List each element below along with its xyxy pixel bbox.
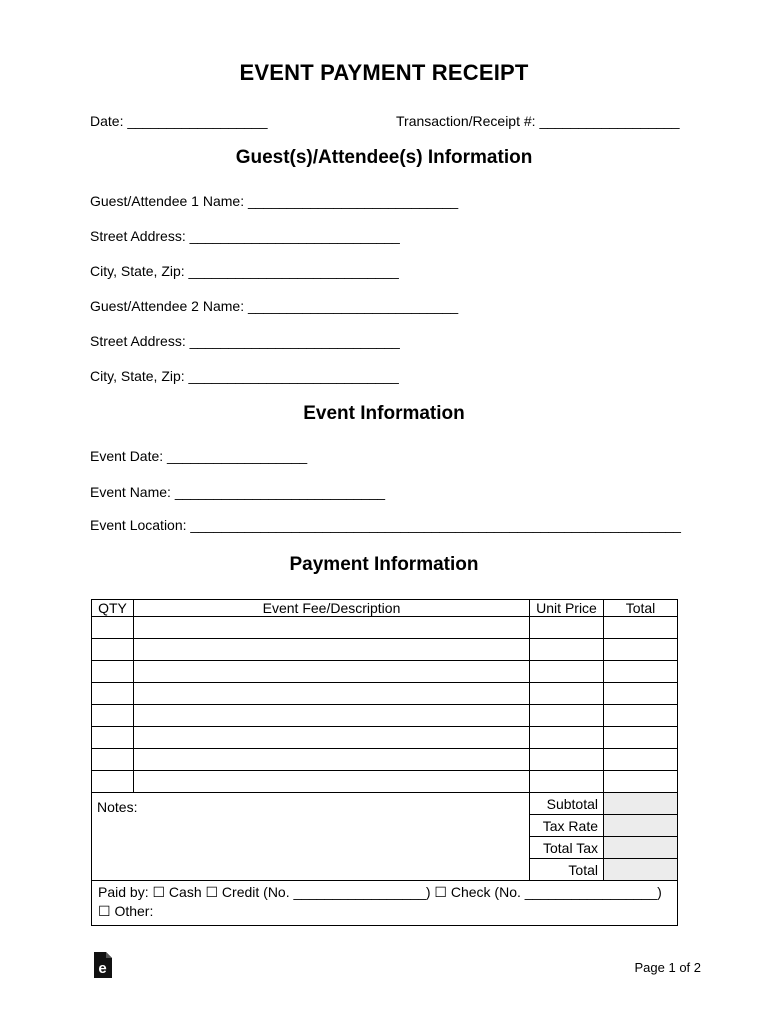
- col-header-unit-price: Unit Price: [530, 600, 604, 617]
- event-name-field[interactable]: Event Name: ___________________________: [90, 484, 386, 500]
- qty-cell[interactable]: [92, 639, 134, 661]
- table-row: [92, 617, 678, 639]
- guest1-city-field[interactable]: City, State, Zip: ___________________________: [90, 263, 399, 279]
- unit-price-cell[interactable]: [530, 683, 604, 705]
- table-row: [92, 705, 678, 727]
- description-cell[interactable]: [134, 771, 530, 793]
- unit-price-cell[interactable]: [530, 771, 604, 793]
- guest-section-heading: Guest(s)/Attendee(s) Information: [235, 147, 533, 168]
- description-cell[interactable]: [134, 639, 530, 661]
- total-cell[interactable]: [604, 749, 678, 771]
- description-cell[interactable]: [134, 617, 530, 639]
- unit-price-cell[interactable]: [530, 661, 604, 683]
- grand-total-value-cell[interactable]: [604, 859, 678, 881]
- date-field[interactable]: Date: __________________: [90, 113, 268, 129]
- guest1-name-field[interactable]: Guest/Attendee 1 Name: ___________________________: [90, 193, 459, 209]
- table-row: [92, 661, 678, 683]
- tax-rate-label: Tax Rate: [530, 815, 604, 837]
- tax-rate-value-cell[interactable]: [604, 815, 678, 837]
- paid-by-options[interactable]: Paid by: ☐ Cash ☐ Credit (No. _________________) ☐ Check (No. _________________): [98, 884, 662, 900]
- payment-table: [91, 599, 678, 926]
- grand-total-label: Total: [530, 859, 604, 881]
- total-tax-value-cell[interactable]: [604, 837, 678, 859]
- subtotal-value-cell[interactable]: [604, 793, 678, 815]
- total-cell[interactable]: [604, 617, 678, 639]
- table-row: [92, 771, 678, 793]
- total-cell[interactable]: [604, 771, 678, 793]
- description-cell[interactable]: [134, 705, 530, 727]
- qty-cell[interactable]: [92, 683, 134, 705]
- col-header-total: Total: [604, 600, 678, 617]
- logo-letter: e: [98, 960, 107, 977]
- total-cell[interactable]: [604, 639, 678, 661]
- guest2-name-field[interactable]: Guest/Attendee 2 Name: ___________________________: [90, 298, 459, 314]
- unit-price-cell[interactable]: [530, 727, 604, 749]
- guest1-street-field[interactable]: Street Address: ___________________________: [90, 228, 400, 244]
- qty-cell[interactable]: [92, 705, 134, 727]
- document-title: EVENT PAYMENT RECEIPT: [239, 60, 529, 85]
- total-cell[interactable]: [604, 683, 678, 705]
- page-number: Page 1 of 2: [634, 960, 701, 975]
- qty-cell[interactable]: [92, 617, 134, 639]
- notes-area[interactable]: [92, 793, 530, 881]
- event-date-field[interactable]: Event Date: __________________: [90, 448, 308, 464]
- total-tax-label: Total Tax: [530, 837, 604, 859]
- guest2-street-field[interactable]: Street Address: ___________________________: [90, 333, 400, 349]
- description-cell[interactable]: [134, 749, 530, 771]
- total-cell[interactable]: [604, 661, 678, 683]
- qty-cell[interactable]: [92, 661, 134, 683]
- subtotal-label: Subtotal: [530, 793, 604, 815]
- table-row: [92, 749, 678, 771]
- description-cell[interactable]: [134, 661, 530, 683]
- total-cell[interactable]: [604, 705, 678, 727]
- qty-cell[interactable]: [92, 727, 134, 749]
- guest2-city-field[interactable]: City, State, Zip: ___________________________: [90, 368, 399, 384]
- eforms-logo-icon: [94, 952, 112, 978]
- unit-price-cell[interactable]: [530, 617, 604, 639]
- qty-cell[interactable]: [92, 771, 134, 793]
- col-header-qty: QTY: [92, 600, 134, 617]
- table-row: [92, 683, 678, 705]
- col-header-description: Event Fee/Description: [134, 600, 530, 617]
- unit-price-cell[interactable]: [530, 639, 604, 661]
- paid-by-cell[interactable]: [92, 881, 678, 926]
- table-row: [92, 639, 678, 661]
- event-section-heading: Event Information: [303, 403, 465, 424]
- notes-label: Notes:: [97, 799, 138, 815]
- summary-row-subtotal: [92, 793, 678, 815]
- event-location-field[interactable]: Event Location: _______________________________________________________________: [90, 517, 681, 533]
- payment-section-heading: Payment Information: [289, 554, 479, 575]
- paid-by-row: [92, 881, 678, 926]
- description-cell[interactable]: [134, 683, 530, 705]
- qty-cell[interactable]: [92, 749, 134, 771]
- unit-price-cell[interactable]: [530, 705, 604, 727]
- table-header-row: [92, 600, 678, 617]
- unit-price-cell[interactable]: [530, 749, 604, 771]
- receipt-number-field[interactable]: Transaction/Receipt #: __________________: [396, 113, 680, 129]
- paid-by-other[interactable]: ☐ Other:: [98, 903, 154, 919]
- table-row: [92, 727, 678, 749]
- description-cell[interactable]: [134, 727, 530, 749]
- total-cell[interactable]: [604, 727, 678, 749]
